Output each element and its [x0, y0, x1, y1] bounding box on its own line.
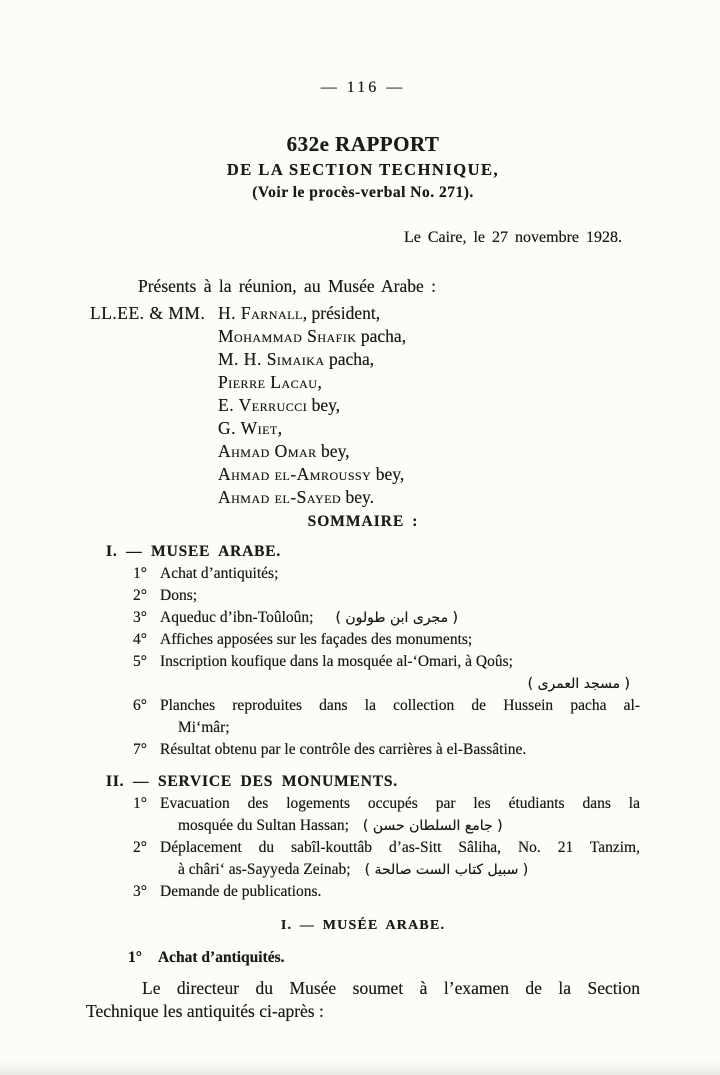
report-reference: (Voir le procès-verbal No. 271).	[252, 184, 474, 201]
body-section-heading: I. — MUSÉE ARABE.	[280, 918, 446, 933]
attendee-name: E. Verrucci bey,	[218, 395, 341, 415]
item-text: Inscription koufique dans la mosquée al-‘Omari, à Qoûs; ( مسجد العمرى )	[160, 653, 630, 692]
item-text: Affiches apposées sur les façades des monuments;	[160, 631, 473, 648]
arabic-caption: ( مجرى ابن طولون )	[335, 610, 459, 626]
sommaire-item	[86, 881, 640, 903]
item-number: 3°	[133, 883, 147, 900]
page-number: — 116 —	[320, 79, 406, 96]
item-text: Evacuation des logements occupés par les étudiants dans la mosquée du Sultan Hassan; ( جامع السلطان حسن )	[160, 795, 640, 834]
item-number: 3°	[133, 609, 147, 626]
sommaire-item	[86, 585, 640, 607]
sommaire-section-1-title: I. — MUSEE ARABE.	[106, 543, 282, 560]
item-text: Déplacement du sabîl-kouttâb d’as-Sitt Sâliha, No. 21 Tanzim, à châri‘ as-Sayyeda Zeinab; ( سبيل كتاب الست صالحة )	[160, 839, 640, 878]
item-text: Résultat obtenu par le contrôle des carrières à el-Bassâtine.	[160, 741, 527, 758]
attendee-name: Ahmad el-Amroussy bey,	[218, 464, 405, 484]
item-number: 2°	[133, 587, 147, 604]
sommaire-item	[86, 793, 640, 837]
body-paragraph: Le directeur du Musée soumet à l’examen de la Section Technique les antiquités ci-après :	[86, 978, 640, 1021]
attendance-intro: Présents à la réunion, au Musée Arabe :	[138, 276, 437, 296]
sommaire-heading: SOMMAIRE :	[307, 513, 419, 530]
arabic-caption: ( جامع السلطان حسن )	[362, 818, 503, 834]
sommaire-section-2-items	[86, 793, 640, 903]
attendee-row	[86, 486, 640, 509]
sommaire-item	[86, 739, 640, 761]
dateline: Le Caire, le 27 novembre 1928.	[403, 229, 622, 246]
item-number: 5°	[133, 653, 147, 670]
attendee-name: Ahmad el-Sayed bey.	[218, 487, 375, 507]
item-number: 1°	[133, 795, 147, 812]
sommaire-item	[86, 837, 640, 881]
item-text: Achat d’antiquités;	[160, 565, 279, 582]
sommaire-section-2-title: II. — SERVICE DES MONUMENTS.	[106, 773, 398, 790]
attendee-row	[86, 440, 640, 463]
item-number: 6°	[133, 697, 147, 714]
attendee-name: Ahmad Omar bey,	[218, 441, 350, 461]
subsection-heading: 1° Achat d’antiquités.	[128, 949, 285, 966]
arabic-caption: ( مسجد العمرى )	[527, 676, 630, 692]
attendee-row	[86, 325, 640, 348]
sommaire-section-1-items	[86, 563, 640, 761]
item-number: 7°	[133, 741, 147, 758]
arabic-caption: ( سبيل كتاب الست صالحة )	[364, 862, 529, 878]
attendee-name: M. H. Simaika pacha,	[218, 349, 375, 369]
attendee-row	[86, 463, 640, 486]
item-text: Dons;	[160, 587, 198, 604]
attendee-row	[86, 394, 640, 417]
item-text: Planches reproduites dans la collection de Hussein pacha al- Mi‘mâr;	[160, 697, 640, 736]
sommaire-item	[86, 563, 640, 585]
report-title-block	[86, 130, 640, 204]
sommaire-item	[86, 695, 640, 739]
sommaire-item	[86, 651, 640, 695]
attendee-list	[86, 302, 640, 509]
report-title: 632e RAPPORT	[286, 132, 440, 156]
attendee-name: Pierre Lacau,	[218, 372, 322, 392]
item-number: 4°	[133, 631, 147, 648]
attendee-row	[86, 371, 640, 394]
attendee-row	[86, 348, 640, 371]
sommaire-item	[86, 607, 640, 629]
attendee-name: H. Farnall, président,	[218, 303, 381, 323]
attendee-name: G. Wiet,	[218, 418, 283, 438]
item-text: Aqueduc d’ibn-Toûloûn; ( مجرى ابن طولون )	[160, 609, 459, 626]
sommaire-item	[86, 629, 640, 651]
item-number: 2°	[133, 839, 147, 856]
report-subtitle: DE LA SECTION TECHNIQUE,	[226, 160, 500, 179]
attendee-prefix: LL.EE. & MM.	[90, 303, 206, 323]
attendee-name: Mohammad Shafik pacha,	[218, 326, 407, 346]
attendee-row	[86, 302, 640, 325]
item-number: 1°	[133, 565, 147, 582]
item-text: Demande de publications.	[160, 883, 322, 900]
attendee-row	[86, 417, 640, 440]
